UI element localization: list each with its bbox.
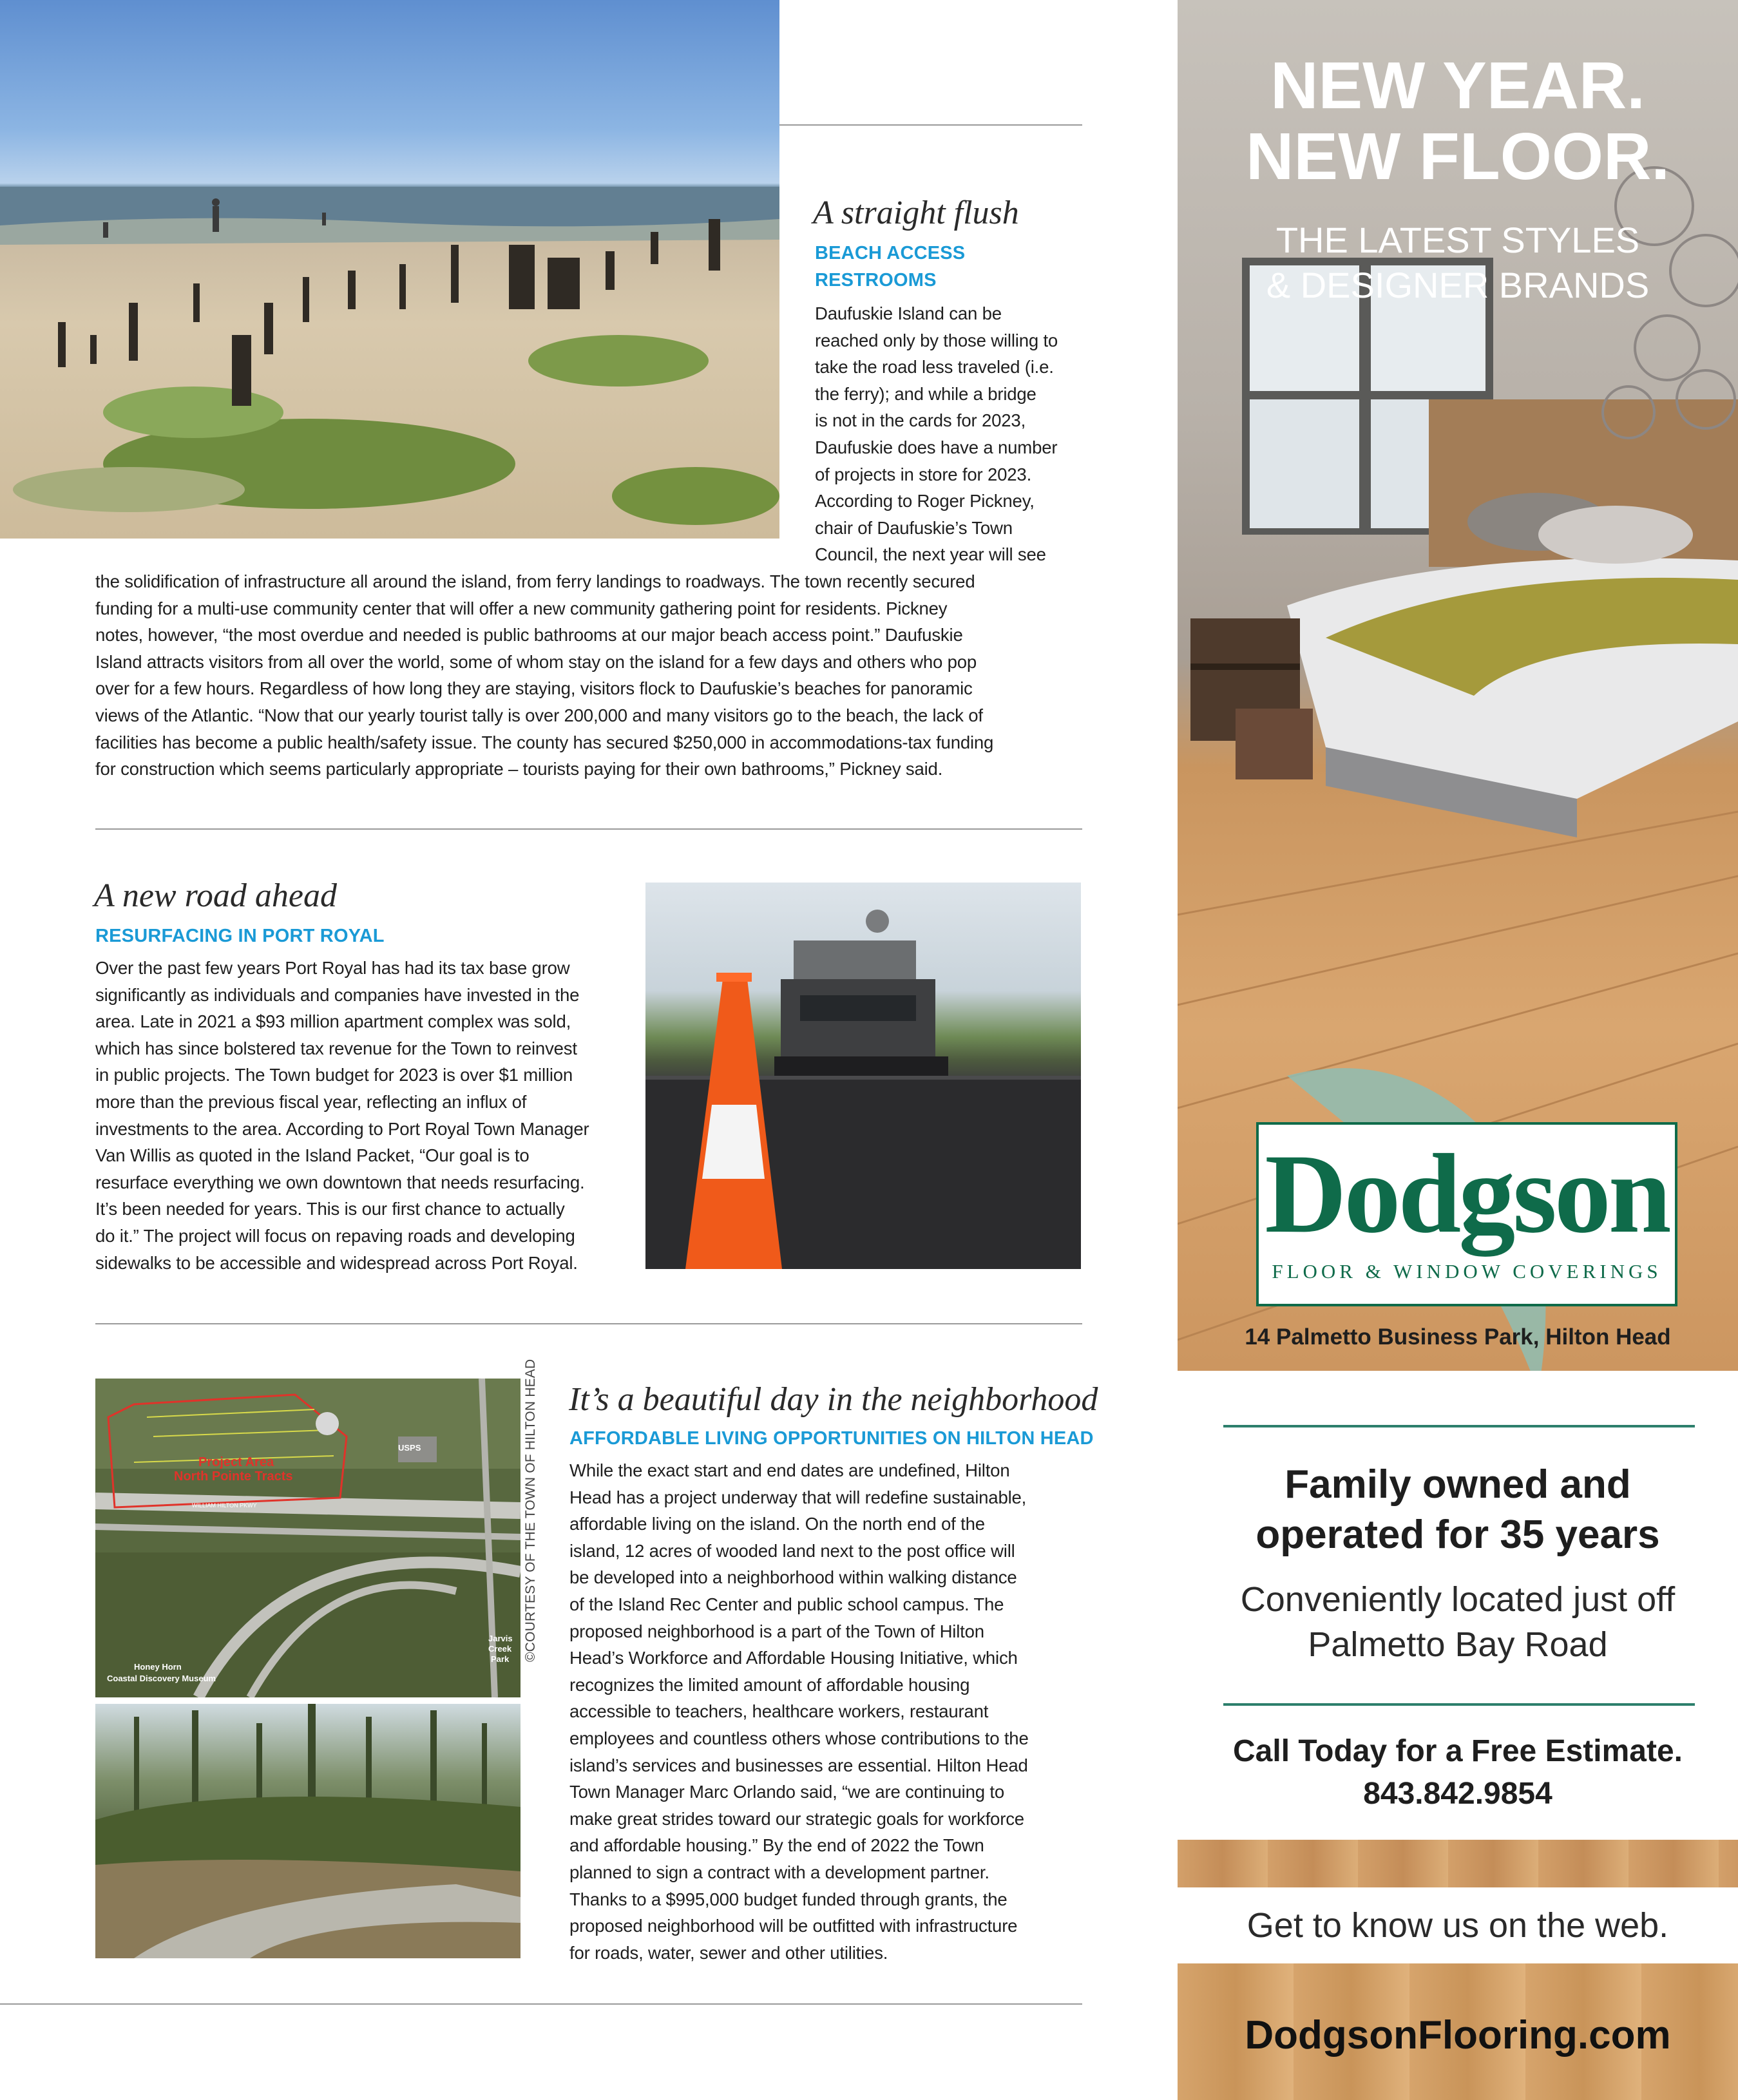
ad-website-link[interactable]: DodgsonFlooring.com bbox=[1245, 2013, 1671, 2057]
website-band bbox=[1178, 1963, 1738, 2100]
map-label-road: WILLIAM HILTON PKWY bbox=[192, 1502, 257, 1509]
headline-new-road: A new road ahead bbox=[94, 877, 337, 914]
body-line: of the Island Rec Center and public school campus. The bbox=[569, 1594, 1004, 1614]
article1-wide-body bbox=[95, 568, 1087, 783]
body-line: resurface everything we own downtown that needs resurfacing. bbox=[95, 1172, 585, 1192]
ad-rule-top bbox=[1223, 1425, 1695, 1427]
body-line: proposed neighborhood is a part of the Town of Hilton bbox=[569, 1621, 984, 1641]
logo-wordmark: Dodgson bbox=[1265, 1131, 1669, 1257]
body-line: Daufuskie does have a number bbox=[815, 437, 1058, 457]
dodgson-advertisement bbox=[1178, 0, 1738, 2100]
body-line: notes, however, “the most overdue and needed is public bathrooms at our major beach access point.” Daufuskie bbox=[95, 625, 963, 645]
body-line: Town Manager Marc Orlando said, “we are continuing to bbox=[569, 1782, 1004, 1802]
body-line: recognizes the limited amount of affordable housing bbox=[569, 1674, 970, 1695]
body-line: for roads, water, sewer and other utilities. bbox=[569, 1942, 888, 1963]
body-line: is not in the cards for 2023, bbox=[815, 410, 1026, 431]
body-line: island, 12 acres of wooded land next to the post office will bbox=[569, 1540, 1015, 1561]
kicker-affordable-living: AFFORDABLE LIVING OPPORTUNITIES ON HILTON HEAD bbox=[569, 1428, 1094, 1449]
headline-neighborhood: It’s a beautiful day in the neighborhood bbox=[569, 1381, 1098, 1418]
body-line: for construction which seems particularly appropriate – tourists paying for their own bathrooms,” Pickney said. bbox=[95, 759, 943, 779]
body-line: Head’s Workforce and Affordable Housing Initiative, which bbox=[569, 1648, 1018, 1668]
body-line: While the exact start and end dates are undefined, Hilton bbox=[569, 1460, 1010, 1480]
map-label-park: Park bbox=[491, 1654, 510, 1664]
aerial-map bbox=[95, 1379, 520, 1697]
body-line: the ferry); and while a bridge bbox=[815, 383, 1036, 404]
beach-illustration bbox=[0, 0, 779, 539]
map-label-jarvis: Jarvis bbox=[488, 1634, 513, 1643]
body-line: Island attracts visitors from all over the world, some of whom stay on the island for a few days and others who pop bbox=[95, 651, 977, 672]
body-line: proposed neighborhood will be outfitted with infrastructure bbox=[569, 1916, 1018, 1936]
body-line: take the road less traveled (i.e. bbox=[815, 357, 1054, 377]
ad-family-owned-1: Family owned and bbox=[1284, 1462, 1631, 1507]
logo-tagline: FLOOR & WINDOW COVERINGS bbox=[1272, 1260, 1662, 1283]
map-label-usps: USPS bbox=[398, 1443, 421, 1453]
ad-headline-new-year: NEW YEAR. bbox=[1270, 48, 1645, 122]
body-line: of projects in store for 2023. bbox=[815, 464, 1032, 484]
body-line: the solidification of infrastructure all around the island, from ferry landings to roadways. The town recently secured bbox=[95, 571, 975, 591]
body-line: area. Late in 2021 a $93 million apartment complex was sold, bbox=[95, 1011, 571, 1032]
article2-body bbox=[95, 955, 636, 1276]
body-line: affordable living on the island. On the north end of the bbox=[569, 1514, 985, 1534]
bottom-rule bbox=[0, 2003, 1082, 2005]
body-line: Over the past few years Port Royal has had its tax base grow bbox=[95, 958, 570, 978]
headline-straight-flush: A straight flush bbox=[813, 195, 1019, 231]
body-line: more than the previous fiscal year, reflecting an influx of bbox=[95, 1091, 527, 1112]
wood-strip bbox=[1178, 1840, 1738, 1887]
map-label-honey-horn: Honey Horn bbox=[134, 1662, 182, 1672]
map-label-project-area: Project Area bbox=[198, 1455, 274, 1469]
dodgson-logo bbox=[1256, 1122, 1677, 1306]
ad-sub-latest-styles: THE LATEST STYLES bbox=[1275, 220, 1640, 260]
map-label-north-pointe: North Pointe Tracts bbox=[174, 1469, 293, 1484]
body-line: Head has a project underway that will redefine sustainable, bbox=[569, 1487, 1027, 1507]
body-line: investments to the area. According to Port Royal Town Manager bbox=[95, 1118, 589, 1139]
ad-location-1: Conveniently located just off bbox=[1240, 1580, 1676, 1619]
kicker-resurfacing: RESURFACING IN PORT ROYAL bbox=[95, 926, 385, 946]
body-line: significantly as individuals and companies have invested in the bbox=[95, 984, 580, 1005]
section-rule-2 bbox=[95, 1323, 1082, 1324]
map-label-coastal-discovery: Coastal Discovery Museum bbox=[107, 1674, 216, 1683]
wooded-lot-photo bbox=[95, 1704, 520, 1958]
body-line: Council, the next year will see bbox=[815, 544, 1046, 565]
body-line: facilities has become a public health/safety issue. The county has secured $250,000 in accommodations-tax funding bbox=[95, 732, 994, 752]
ad-web-intro: Get to know us on the web. bbox=[1246, 1906, 1669, 1945]
ad-sub-designer-brands: & DESIGNER BRANDS bbox=[1266, 265, 1650, 305]
ad-web-panel bbox=[1178, 1887, 1738, 1963]
body-line: funding for a multi-use community center that will offer a new community gathering point for residents. Pickney bbox=[95, 598, 948, 618]
ad-location-2: Palmetto Bay Road bbox=[1308, 1625, 1608, 1664]
body-line: reached only by those willing to bbox=[815, 330, 1058, 350]
body-line: island’s services and businesses are essential. Hilton Head bbox=[569, 1755, 1028, 1775]
ad-phone[interactable]: 843.842.9854 bbox=[1363, 1777, 1552, 1811]
body-line: be developed into a neighborhood within walking distance bbox=[569, 1567, 1017, 1588]
body-line: do it.” The project will focus on repaving roads and developing bbox=[95, 1225, 575, 1246]
top-rule bbox=[779, 124, 1082, 126]
ad-headline-new-floor: NEW FLOOR. bbox=[1246, 119, 1670, 193]
woods-illustration bbox=[95, 1704, 520, 1958]
ad-address: 14 Palmetto Business Park, Hilton Head bbox=[1245, 1324, 1671, 1350]
body-line: chair of Daufuskie’s Town bbox=[815, 517, 1013, 538]
map-label-creek: Creek bbox=[488, 1644, 512, 1654]
kicker-restrooms: RESTROOMS bbox=[815, 270, 937, 291]
body-line: views of the Atlantic. “Now that our yearly tourist tally is over 200,000 and many visitors go to the beach, the lack of bbox=[95, 705, 983, 725]
body-line: over for a few hours. Regardless of how long they are staying, visitors flock to Daufuskie’s beaches for panoramic bbox=[95, 678, 973, 699]
photo-credit: ©COURTESY OF THE TOWN OF HILTON HEAD bbox=[523, 1359, 538, 1662]
ad-family-owned-2: operated for 35 years bbox=[1256, 1513, 1660, 1557]
article1-narrow-body bbox=[815, 300, 1085, 568]
ad-call-today: Call Today for a Free Estimate. bbox=[1233, 1734, 1683, 1768]
beach-photo bbox=[0, 0, 779, 539]
body-line: Daufuskie Island can be bbox=[815, 303, 1002, 323]
body-line: make great strides toward our strategic goals for workforce bbox=[569, 1808, 1024, 1829]
body-line: accessible to teachers, healthcare workers, restaurant bbox=[569, 1701, 989, 1722]
kicker-beach-access: BEACH ACCESS bbox=[815, 243, 966, 263]
body-line: and affordable housing.” By the end of 2022 the Town bbox=[569, 1835, 984, 1856]
road-construction-photo bbox=[645, 883, 1081, 1269]
road-illustration bbox=[645, 883, 1081, 1269]
body-line: employees and countless others whose contributions to the bbox=[569, 1728, 1029, 1748]
body-line: planned to sign a contract with a development partner. bbox=[569, 1862, 989, 1882]
body-line: According to Roger Pickney, bbox=[815, 491, 1035, 511]
ad-info-panel bbox=[1178, 1371, 1738, 1840]
body-line: which has since bolstered tax revenue for the Town to reinvest bbox=[95, 1038, 577, 1058]
project-area-map bbox=[95, 1379, 520, 1697]
body-line: Thanks to a $995,000 budget funded through grants, the bbox=[569, 1889, 1007, 1909]
body-line: It’s been needed for years. This is our first chance to actually bbox=[95, 1199, 565, 1219]
body-line: sidewalks to be accessible and widespread across Port Royal. bbox=[95, 1252, 578, 1273]
article3-body bbox=[569, 1457, 1085, 1966]
body-line: Van Willis as quoted in the Island Packet, “Our goal is to bbox=[95, 1145, 530, 1166]
ad-rule-bottom bbox=[1223, 1703, 1695, 1706]
section-rule-1 bbox=[95, 828, 1082, 830]
body-line: in public projects. The Town budget for 2023 is over $1 million bbox=[95, 1065, 573, 1085]
